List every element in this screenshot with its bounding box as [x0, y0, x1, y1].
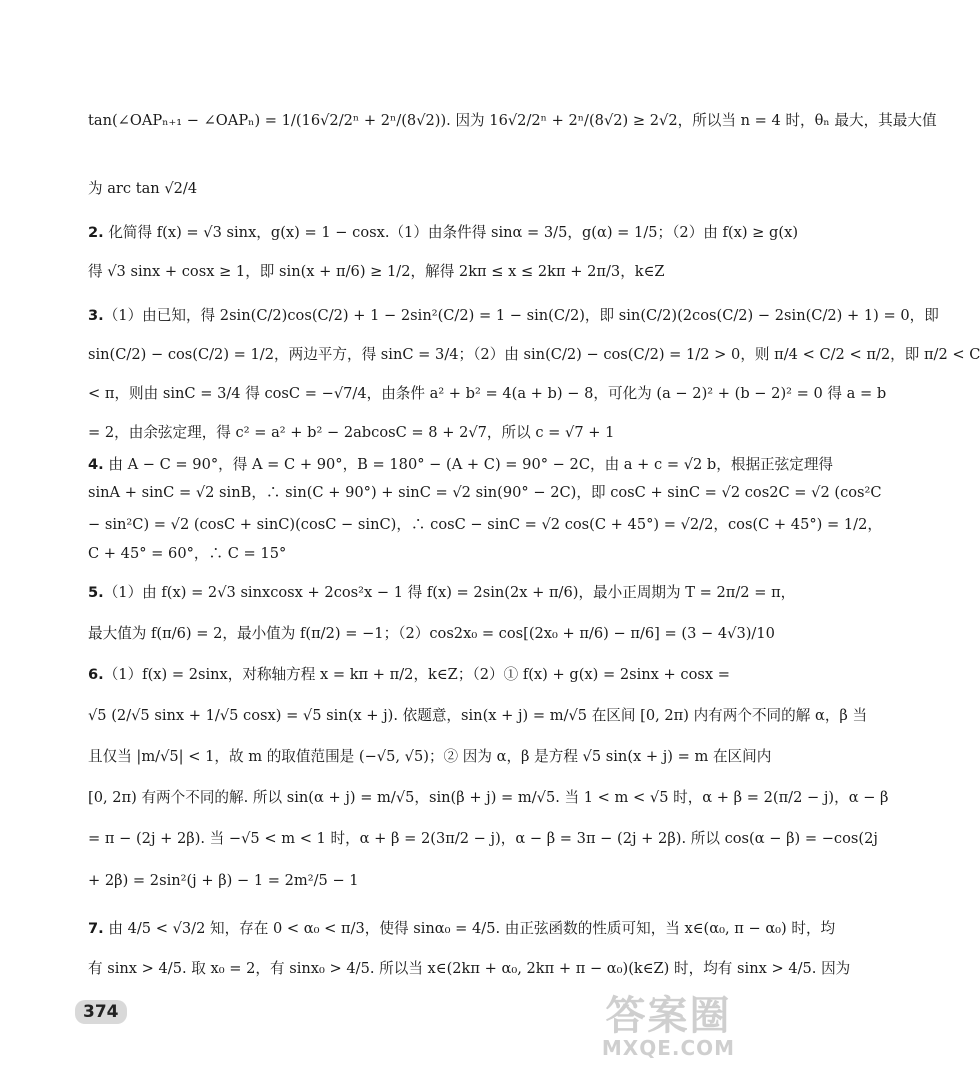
- text-line: tan(∠OAPₙ₊₁ − ∠OAPₙ) = 1/(16√2/2ⁿ + 2ⁿ/(8√2)). 因为 16√2/2ⁿ + 2ⁿ/(8√2) ≥ 2√2，所以当 n = 4 时，θₙ 最大，其最大值: [88, 112, 937, 129]
- text-line: sinA + sinC = √2 sinB，∴ sin(C + 90°) + sinC = √2 sin(90° − 2C)，即 cosC + sinC = √2 cos2C = √2 (cos²C: [88, 484, 882, 501]
- problem-number: 4.: [88, 456, 104, 473]
- problem-7-line: 7. 由 4/5 < √3/2 知，存在 0 < α₀ < π/3，使得 sinα₀ = 4/5. 由正弦函数的性质可知，当 x∈(α₀, π − α₀) 时，均: [88, 920, 836, 937]
- problem-6-line: 6.（1）f(x) = 2sinx，对称轴方程 x = kπ + π/2，k∈Z；（2）① f(x) + g(x) = 2sinx + cosx =: [88, 666, 730, 683]
- text-line: − sin²C) = √2 (cosC + sinC)(cosC − sinC)，∴ cosC − sinC = √2 cos(C + 45°) = √2/2，cos(C + 45°) = 1/2，: [88, 516, 882, 533]
- text-line: < π，则由 sinC = 3/4 得 cosC = −√7/4，由条件 a² + b² = 4(a + b) − 8，可化为 (a − 2)² + (b − 2)² = 0 得 a = b: [88, 385, 887, 402]
- problem-number: 2.: [88, 224, 104, 241]
- text-line: sin(C/2) − cos(C/2) = 1/2，两边平方，得 sinC = 3/4；（2）由 sin(C/2) − cos(C/2) = 1/2 > 0，则 π/4 < C/2 < π/2，即 π/2 < C: [88, 346, 980, 363]
- problem-number: 3.: [88, 307, 104, 324]
- text-line: 为 arc tan √2/4: [88, 180, 198, 197]
- problem-5-line: 5.（1）由 f(x) = 2√3 sinxcosx + 2cos²x − 1 得 f(x) = 2sin(2x + π/6)，最小正周期为 T = 2π/2 = π，: [88, 584, 796, 601]
- problem-number: 7.: [88, 920, 104, 937]
- text-line: [0, 2π) 有两个不同的解. 所以 sin(α + j) = m/√5，sin(β + j) = m/√5. 当 1 < m < √5 时，α + β = 2(π/2 − j)，α − β: [88, 789, 889, 806]
- text-line: 且仅当 |m/√5| < 1，故 m 的取值范围是 (−√5, √5)；② 因为 α，β 是方程 √5 sin(x + j) = m 在区间内: [88, 748, 772, 765]
- text-line: + 2β) = 2sin²(j + β) − 1 = 2m²/5 − 1: [88, 872, 359, 889]
- text-line: C + 45° = 60°，∴ C = 15°: [88, 545, 287, 562]
- watermark-logo: 答案圈: [605, 993, 732, 1039]
- text-line: 得 √3 sinx + cosx ≥ 1，即 sin(x + π/6) ≥ 1/2，解得 2kπ ≤ x ≤ 2kπ + 2π/3，k∈Z: [88, 263, 665, 280]
- text-line: 有 sinx > 4/5. 取 x₀ = 2，有 sinx₀ > 4/5. 所以当 x∈(2kπ + α₀, 2kπ + π − α₀)(k∈Z) 时，均有 sinx > 4/5. 因为: [88, 960, 851, 977]
- text-line: √5 (2/√5 sinx + 1/√5 cosx) = √5 sin(x + j). 依题意，sin(x + j) = m/√5 在区间 [0, 2π) 内有两个不同的解 α，β 当: [88, 707, 868, 724]
- text-line: = 2，由余弦定理，得 c² = a² + b² − 2abcosC = 8 + 2√7，所以 c = √7 + 1: [88, 424, 615, 441]
- watermark-url: MXQE.COM: [601, 1036, 736, 1060]
- problem-number: 5.: [88, 584, 104, 601]
- page-number: 374: [75, 1000, 127, 1024]
- text-line: 最大值为 f(π/6) = 2，最小值为 f(π/2) = −1；（2）cos2x₀ = cos[(2x₀ + π/6) − π/6] = (3 − 4√3)/10: [88, 625, 775, 642]
- text-line: = π − (2j + 2β). 当 −√5 < m < 1 时，α + β = 2(3π/2 − j)，α − β = 3π − (2j + 2β). 所以 cos(α − β) = −cos(2j: [88, 830, 878, 847]
- watermark: [601, 993, 736, 1060]
- problem-number: 6.: [88, 666, 104, 683]
- problem-4-line: 4. 由 A − C = 90°，得 A = C + 90°，B = 180° − (A + C) = 90° − 2C，由 a + c = √2 b，根据正弦定理得: [88, 456, 834, 473]
- problem-2-line: 2. 化简得 f(x) = √3 sinx，g(x) = 1 − cosx.（1）由条件得 sinα = 3/5，g(α) = 1/5；（2）由 f(x) ≥ g(x): [88, 224, 799, 241]
- problem-3-line: 3.（1）由已知，得 2sin(C/2)cos(C/2) + 1 − 2sin²(C/2) = 1 − sin(C/2)，即 sin(C/2)(2cos(C/2) − 2sin(C/2) + 1) = 0，即: [88, 307, 939, 324]
